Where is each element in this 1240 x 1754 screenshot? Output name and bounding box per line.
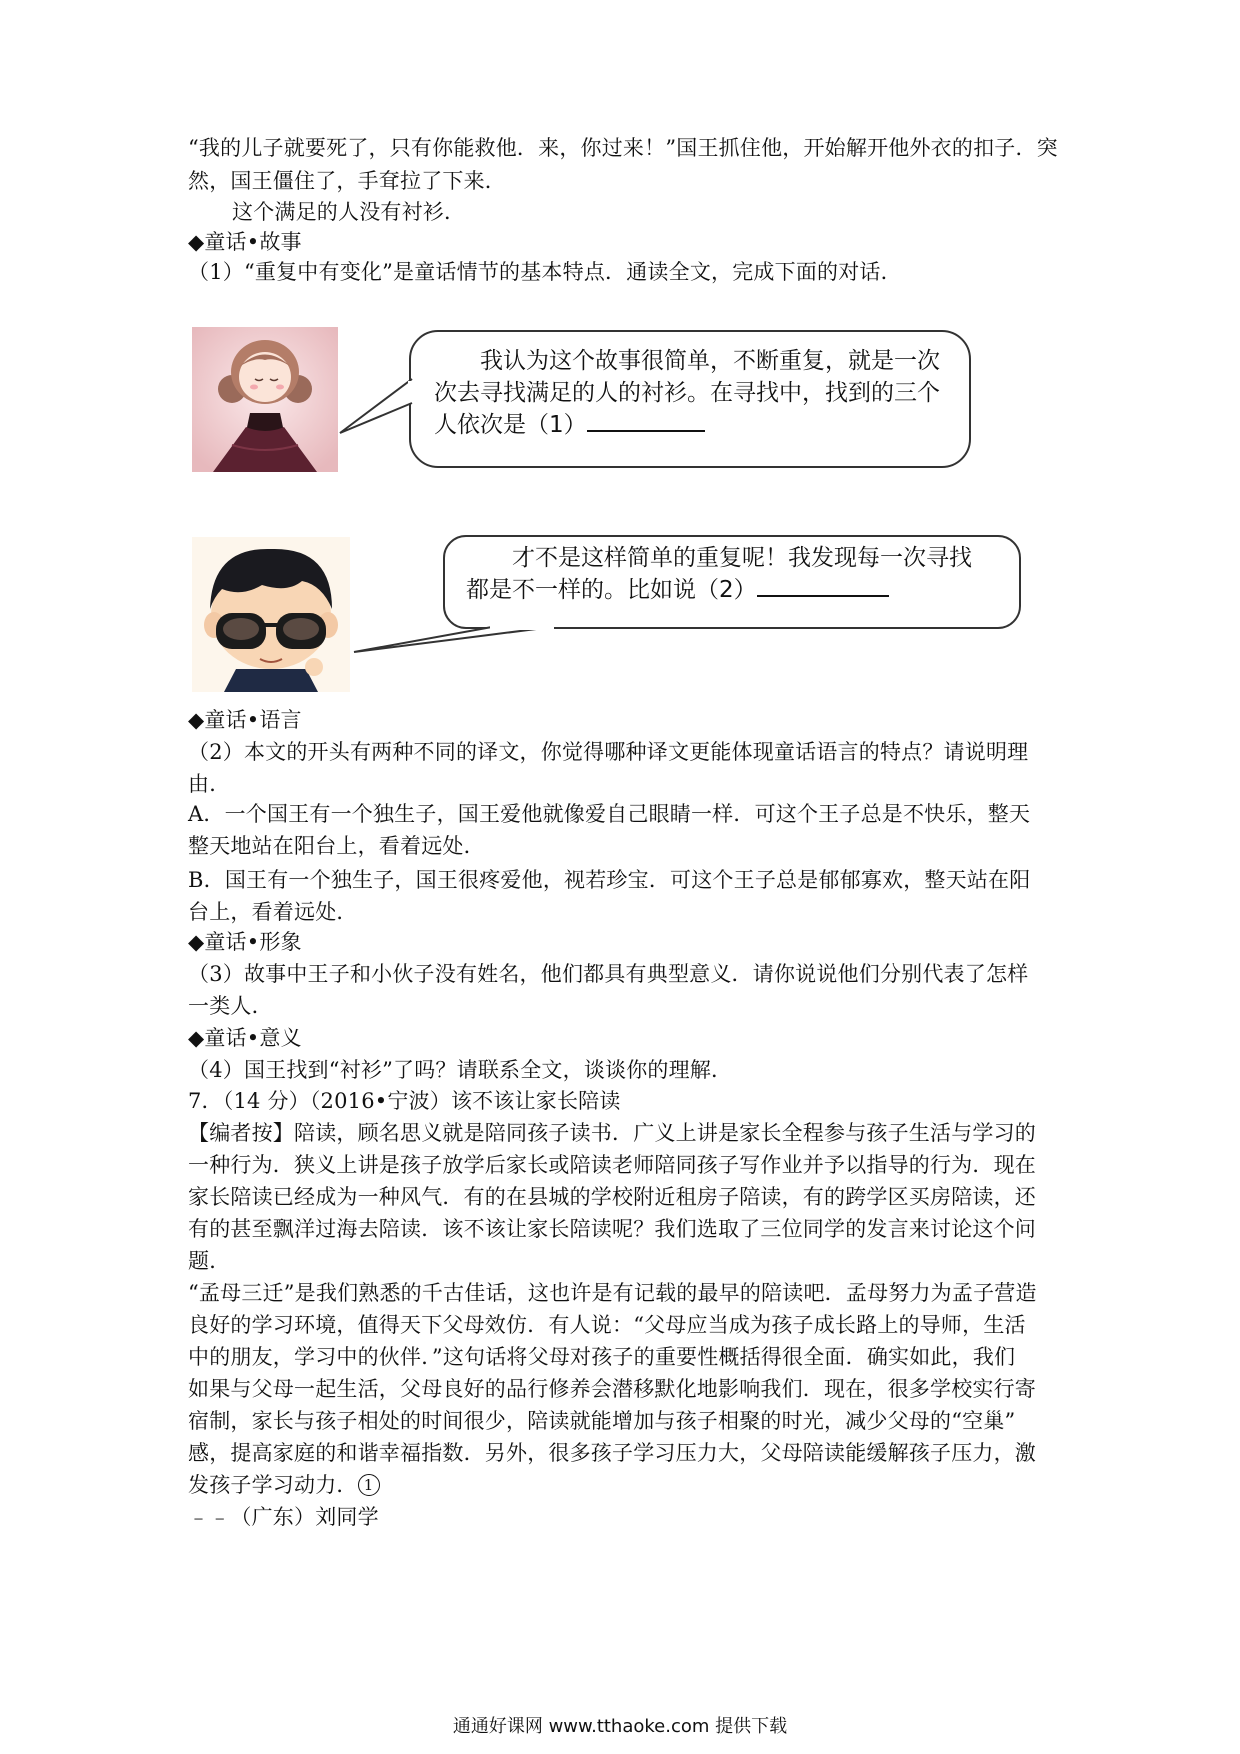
girl-avatar (192, 327, 338, 472)
passage-text: 良好的学习环境，值得天下父母效仿．有人说：“父母应当成为孩子成长路上的导师，生活 (188, 1313, 1026, 1337)
question-2: （2）本文的开头有两种不同的译文，你觉得哪种译文更能体现童话语言的特点？请说明理 (188, 740, 1029, 764)
option-b: B．国王有一个独生子，国王很疼爱他，视若珍宝．可这个王子总是郁郁寡欢，整天站在阳 (188, 868, 1031, 892)
girl-bubble-text: 我认为这个故事很简单，不断重复，就是一次 (480, 348, 940, 374)
question-3: （3）故事中王子和小伙子没有姓名，他们都具有典型意义．请你说说他们分别代表了怎样 (188, 962, 1029, 986)
section-heading: ◆童话•形象 (188, 930, 302, 954)
question-3: 一类人． (188, 994, 273, 1018)
section-heading: ◆童话•语言 (188, 708, 302, 732)
passage-text: “孟母三迁”是我们熟悉的千古佳话，这也许是有记载的最早的陪读吧．孟母努力为孟子营造 (188, 1281, 1037, 1305)
editor-note: 题． (188, 1249, 231, 1273)
question-4: （4）国王找到“衬衫”了吗？请联系全文，谈谈你的理解． (188, 1058, 733, 1082)
section-heading: ◆童话•意义 (188, 1026, 302, 1050)
passage-text: 发孩子学习动力． 1 (188, 1471, 1058, 1499)
question-1: （1）“重复中有变化”是童话情节的基本特点．通读全文，完成下面的对话． (188, 260, 902, 284)
signature: ﹣﹣（广东）刘同学 (188, 1505, 379, 1529)
boy-speech-bubble (352, 532, 1028, 662)
question-2: 由． (188, 772, 231, 796)
story-conclusion: 这个满足的人没有衬衫． (232, 200, 466, 224)
option-a: 整天地站在阳台上，看着远处． (188, 834, 485, 858)
girl-bubble-text-blank: 人依次是（1） (434, 409, 705, 441)
section-heading: ◆童话•故事 (188, 230, 302, 254)
girl-bubble-text: 次去寻找满足的人的衬衫。在寻找中，找到的三个 (434, 380, 940, 406)
editor-note: 有的甚至飘洋过海去陪读．该不该让家长陪读呢？我们选取了三位同学的发言来讨论这个问 (188, 1217, 1036, 1241)
story-text: 然，国王僵住了，手耷拉了下来． (188, 169, 506, 193)
question-7-title: 7．（14 分）（2016•宁波）该不该让家长陪读 (188, 1089, 621, 1113)
circled-marker: 1 (358, 1474, 380, 1496)
passage-text: 宿制，家长与孩子相处的时间很少，陪读就能增加与孩子相聚的时光，减少父母的“空巢” (188, 1409, 1016, 1433)
editor-note: 【编者按】陪读，顾名思义就是陪同孩子读书．广义上讲是家长全程参与孩子生活与学习的 (188, 1121, 1036, 1145)
boy-bubble-text-blank: 都是不一样的。比如说（2） (466, 574, 889, 606)
boy-bubble-text: 才不是这样简单的重复呢！我发现每一次寻找 (512, 545, 972, 571)
answer-blank-2[interactable] (757, 577, 889, 597)
option-b: 台上，看着远处． (188, 900, 358, 924)
editor-note: 一种行为．狭义上讲是孩子放学后家长或陪读老师陪同孩子写作业并予以指导的行为．现在 (188, 1153, 1036, 1177)
passage-text: 中的朋友，学习中的伙伴．”这句话将父母对孩子的重要性概括得很全面．确实如此，我们 (188, 1345, 1016, 1369)
option-a: A．一个国王有一个独生子，国王爱他就像爱自己眼睛一样．可这个王子总是不快乐，整天 (188, 802, 1031, 826)
girl-speech-bubble (338, 325, 978, 475)
boy-avatar (192, 537, 350, 692)
story-text: “我的儿子就要死了，只有你能救他．来，你过来！”国王抓住他，开始解开他外衣的扣子．突 (188, 136, 1058, 160)
page-footer: 通通好课网 www.tthaoke.com 提供下载 (452, 1716, 788, 1737)
passage-text: 感，提高家庭的和谐幸福指数．另外，很多孩子学习压力大，父母陪读能缓解孩子压力，激 (188, 1441, 1036, 1465)
editor-note: 家长陪读已经成为一种风气．有的在县城的学校附近租房子陪读，有的跨学区买房陪读，还 (188, 1185, 1036, 1209)
answer-blank-1[interactable] (587, 412, 705, 432)
passage-text: 如果与父母一起生活，父母良好的品行修养会潜移默化地影响我们．现在，很多学校实行寄 (188, 1377, 1036, 1401)
